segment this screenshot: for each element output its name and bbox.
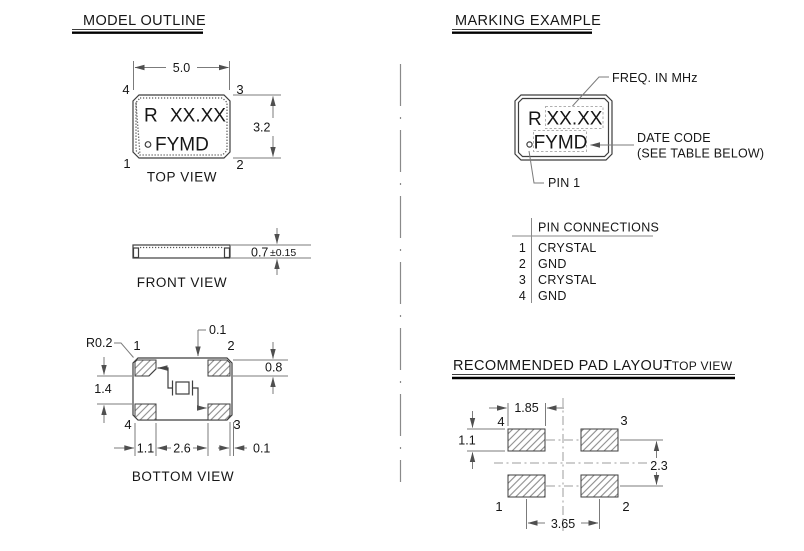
section-title-pad-layout-suffix: - TOP VIEW xyxy=(664,359,733,373)
layout-pad-3 xyxy=(581,429,618,451)
dim-pad-height-value: 0.8 xyxy=(265,360,283,375)
pin-cell: 1 xyxy=(518,241,527,255)
date-code-text: FYMD xyxy=(533,132,588,154)
pin-number-1: 1 xyxy=(133,338,141,353)
pin-number-4: 4 xyxy=(497,414,505,429)
pin-number-2: 2 xyxy=(622,499,630,514)
pin-number-2: 2 xyxy=(236,157,244,172)
dim-package-height xyxy=(233,95,281,158)
model-outline-section xyxy=(72,13,311,484)
bottom-view-label: BOTTOM VIEW xyxy=(131,469,235,484)
marking-freq-top-view: XX.XX xyxy=(170,105,226,127)
pad-3-hatched xyxy=(208,404,230,420)
top-view-drawing xyxy=(122,61,281,185)
table-row xyxy=(519,241,597,255)
front-view-label: FRONT VIEW xyxy=(136,275,228,290)
freq-callout-label: FREQ. IN MHz xyxy=(612,71,698,85)
connection-cell: GND xyxy=(538,257,567,271)
table-row xyxy=(519,257,567,271)
pin-number-4: 4 xyxy=(124,417,132,432)
date-code-callout xyxy=(591,131,765,161)
pin-number-3: 3 xyxy=(620,413,628,428)
dim-corner-radius-value: R0.2 xyxy=(86,336,113,350)
dim-pad-gap-value: 2.6 xyxy=(173,441,191,456)
dim-bottom-row xyxy=(114,422,270,456)
layout-pad-2 xyxy=(581,475,618,497)
section-title-model-outline: MODEL OUTLINE xyxy=(83,13,207,29)
pin-connections-table xyxy=(512,218,659,303)
date-code-callout-line1: DATE CODE xyxy=(637,131,711,145)
section-title-pad-layout: RECOMMENDED PAD LAYOUT xyxy=(453,358,673,374)
marking-example-title-underline xyxy=(452,30,592,33)
dim-thickness xyxy=(231,228,311,275)
dim-height-value: 3.2 xyxy=(253,120,271,135)
layout-pad-1 xyxy=(508,475,545,497)
pin-cell: 2 xyxy=(518,257,527,271)
dim-width-value: 5.0 xyxy=(172,61,191,75)
dim-thickness-value: 0.7 xyxy=(251,245,269,260)
marking-datecode-top-view: FYMD xyxy=(155,134,209,156)
freq-placeholder-text: XX.XX xyxy=(546,108,603,130)
pad-2-hatched xyxy=(208,360,230,376)
pad-layout-title-underline xyxy=(452,375,735,379)
bottom-view-drawing xyxy=(86,323,288,484)
pin-cell: 3 xyxy=(518,273,527,287)
section-title-marking-example: MARKING EXAMPLE xyxy=(455,13,602,29)
table-row xyxy=(519,289,567,303)
connection-cell: CRYSTAL xyxy=(538,273,597,287)
dim-thickness-tolerance: ±0.15 xyxy=(270,247,297,259)
date-code-callout-line2: (SEE TABLE BELOW) xyxy=(637,146,765,161)
model-outline-title-underline xyxy=(72,30,203,33)
dim-pad-width-value: 1.1 xyxy=(136,441,155,456)
dim-layout-pad-height-value: 1.1 xyxy=(458,433,476,448)
dim-right-inset-value: 0.1 xyxy=(253,441,271,456)
dim-row-gap-value: 1.4 xyxy=(94,382,112,396)
pad-4-hatched xyxy=(135,404,156,420)
dim-pad-height xyxy=(233,342,288,394)
pad-layout-section xyxy=(452,358,735,531)
pin-number-1: 1 xyxy=(123,156,131,171)
dim-top-inset-value: 0.1 xyxy=(209,323,227,337)
corner-radius-callout xyxy=(86,336,134,358)
dim-layout-pad-width-value: 1.85 xyxy=(514,401,539,415)
marking-example-section xyxy=(452,13,764,531)
pin-number-3: 3 xyxy=(233,417,241,432)
pin-number-3: 3 xyxy=(236,82,244,97)
pin-connections-header: PIN CONNECTIONS xyxy=(538,220,660,235)
dim-package-width xyxy=(134,61,230,90)
layout-pad-4 xyxy=(508,429,545,451)
dim-layout-pitch-h-value: 3.65 xyxy=(550,517,576,531)
marking-prefix: R xyxy=(528,109,542,130)
top-view-label: TOP VIEW xyxy=(146,169,218,185)
connection-cell: CRYSTAL xyxy=(538,241,597,255)
pin-number-2: 2 xyxy=(227,338,235,353)
connection-cell: GND xyxy=(538,289,567,303)
marking-package-drawing xyxy=(515,95,612,160)
pin-number-1: 1 xyxy=(495,499,503,514)
table-row xyxy=(519,273,597,287)
dim-row-gap xyxy=(94,357,132,423)
pin-number-4: 4 xyxy=(122,82,130,97)
front-view-drawing xyxy=(133,228,311,290)
pin1-callout-label: PIN 1 xyxy=(548,176,581,190)
pin-cell: 4 xyxy=(518,289,527,303)
marking-prefix-top-view: R xyxy=(144,105,158,127)
dim-layout-pitch-v-value: 2.3 xyxy=(650,459,668,473)
